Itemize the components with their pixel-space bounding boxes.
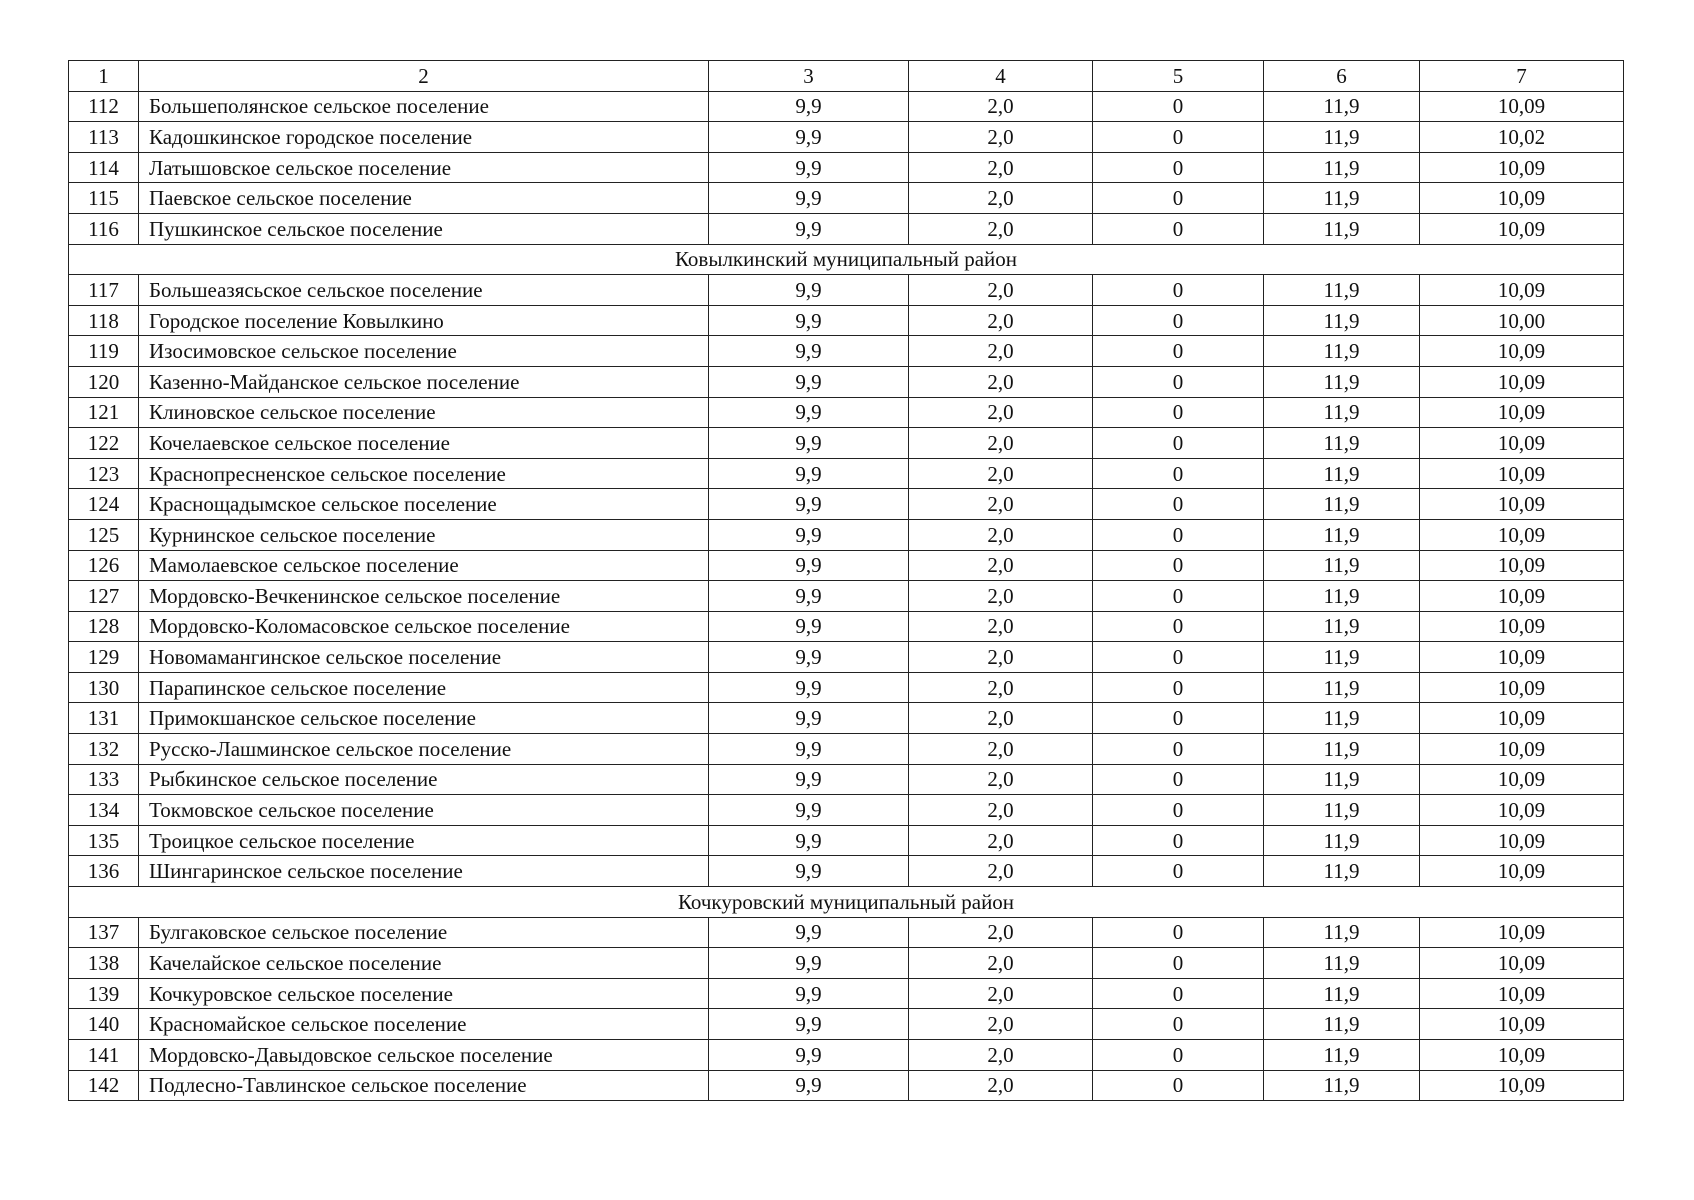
row-number: 123 — [69, 458, 139, 489]
row-number: 130 — [69, 672, 139, 703]
value-col-7: 10,09 — [1420, 672, 1624, 703]
value-col-7: 10,09 — [1420, 336, 1624, 367]
value-col-3: 9,9 — [709, 519, 909, 550]
value-col-7: 10,09 — [1420, 703, 1624, 734]
row-number: 140 — [69, 1009, 139, 1040]
value-col-5: 0 — [1093, 642, 1264, 673]
row-number: 114 — [69, 152, 139, 183]
row-number: 128 — [69, 611, 139, 642]
value-col-3: 9,9 — [709, 795, 909, 826]
settlement-name: Большеполянское сельское поселение — [139, 91, 709, 122]
value-col-4: 2,0 — [909, 550, 1093, 581]
table-row — [69, 1070, 1624, 1101]
value-col-5: 0 — [1093, 428, 1264, 459]
table-row — [69, 397, 1624, 428]
value-col-7: 10,09 — [1420, 825, 1624, 856]
value-col-6: 11,9 — [1264, 397, 1420, 428]
value-col-3: 9,9 — [709, 550, 909, 581]
value-col-3: 9,9 — [709, 91, 909, 122]
row-number: 141 — [69, 1040, 139, 1071]
value-col-4: 2,0 — [909, 856, 1093, 887]
settlement-name: Краснопресненское сельское поселение — [139, 458, 709, 489]
value-col-3: 9,9 — [709, 213, 909, 244]
value-col-6: 11,9 — [1264, 611, 1420, 642]
settlement-name: Городское поселение Ковылкино — [139, 305, 709, 336]
value-col-7: 10,09 — [1420, 1009, 1624, 1040]
value-col-7: 10,09 — [1420, 183, 1624, 214]
column-number-3: 3 — [709, 61, 909, 92]
row-number: 127 — [69, 581, 139, 612]
value-col-3: 9,9 — [709, 611, 909, 642]
settlement-name: Шингаринское сельское поселение — [139, 856, 709, 887]
value-col-4: 2,0 — [909, 734, 1093, 765]
table-row — [69, 795, 1624, 826]
settlement-name: Кадошкинское городское поселение — [139, 122, 709, 153]
value-col-3: 9,9 — [709, 672, 909, 703]
value-col-4: 2,0 — [909, 917, 1093, 948]
value-col-7: 10,02 — [1420, 122, 1624, 153]
value-col-6: 11,9 — [1264, 489, 1420, 520]
table-row — [69, 672, 1624, 703]
value-col-6: 11,9 — [1264, 642, 1420, 673]
value-col-7: 10,09 — [1420, 428, 1624, 459]
row-number: 112 — [69, 91, 139, 122]
value-col-6: 11,9 — [1264, 91, 1420, 122]
value-col-6: 11,9 — [1264, 550, 1420, 581]
row-number: 120 — [69, 366, 139, 397]
settlement-name: Русско-Лашминское сельское поселение — [139, 734, 709, 765]
value-col-7: 10,09 — [1420, 978, 1624, 1009]
value-col-6: 11,9 — [1264, 856, 1420, 887]
table-body — [69, 61, 1624, 1101]
value-col-5: 0 — [1093, 1040, 1264, 1071]
value-col-5: 0 — [1093, 489, 1264, 520]
value-col-7: 10,09 — [1420, 764, 1624, 795]
row-number: 124 — [69, 489, 139, 520]
value-col-6: 11,9 — [1264, 275, 1420, 306]
value-col-6: 11,9 — [1264, 336, 1420, 367]
table-row — [69, 366, 1624, 397]
row-number: 116 — [69, 213, 139, 244]
row-number: 122 — [69, 428, 139, 459]
settlement-name: Новомамангинское сельское поселение — [139, 642, 709, 673]
value-col-6: 11,9 — [1264, 917, 1420, 948]
value-col-7: 10,09 — [1420, 519, 1624, 550]
column-number-1: 1 — [69, 61, 139, 92]
table-row — [69, 519, 1624, 550]
table-row — [69, 764, 1624, 795]
value-col-3: 9,9 — [709, 1009, 909, 1040]
value-col-6: 11,9 — [1264, 948, 1420, 979]
settlement-name: Клиновское сельское поселение — [139, 397, 709, 428]
value-col-5: 0 — [1093, 856, 1264, 887]
settlement-name: Мордовско-Вечкенинское сельское поселение — [139, 581, 709, 612]
value-col-6: 11,9 — [1264, 305, 1420, 336]
row-number: 139 — [69, 978, 139, 1009]
settlement-name: Примокшанское сельское поселение — [139, 703, 709, 734]
district-title: Кочкуровский муниципальный район — [69, 887, 1624, 918]
value-col-7: 10,09 — [1420, 734, 1624, 765]
value-col-4: 2,0 — [909, 611, 1093, 642]
table-row — [69, 825, 1624, 856]
row-number: 137 — [69, 917, 139, 948]
value-col-3: 9,9 — [709, 734, 909, 765]
row-number: 142 — [69, 1070, 139, 1101]
value-col-5: 0 — [1093, 305, 1264, 336]
settlement-name: Латышовское сельское поселение — [139, 152, 709, 183]
value-col-5: 0 — [1093, 397, 1264, 428]
value-col-5: 0 — [1093, 825, 1264, 856]
value-col-4: 2,0 — [909, 948, 1093, 979]
row-number: 132 — [69, 734, 139, 765]
value-col-7: 10,09 — [1420, 91, 1624, 122]
row-number: 131 — [69, 703, 139, 734]
value-col-6: 11,9 — [1264, 764, 1420, 795]
table-row — [69, 550, 1624, 581]
settlement-name: Булгаковское сельское поселение — [139, 917, 709, 948]
value-col-3: 9,9 — [709, 366, 909, 397]
value-col-7: 10,09 — [1420, 366, 1624, 397]
value-col-4: 2,0 — [909, 428, 1093, 459]
settlement-name: Рыбкинское сельское поселение — [139, 764, 709, 795]
value-col-5: 0 — [1093, 978, 1264, 1009]
row-number: 136 — [69, 856, 139, 887]
value-col-6: 11,9 — [1264, 795, 1420, 826]
district-section-row — [69, 244, 1624, 275]
value-col-4: 2,0 — [909, 213, 1093, 244]
value-col-3: 9,9 — [709, 948, 909, 979]
settlement-name: Подлесно-Тавлинское сельское поселение — [139, 1070, 709, 1101]
value-col-4: 2,0 — [909, 397, 1093, 428]
district-section-row — [69, 887, 1624, 918]
value-col-5: 0 — [1093, 519, 1264, 550]
value-col-7: 10,09 — [1420, 458, 1624, 489]
table-row — [69, 305, 1624, 336]
settlement-name: Мордовско-Коломасовское сельское поселение — [139, 611, 709, 642]
table-row — [69, 703, 1624, 734]
value-col-3: 9,9 — [709, 917, 909, 948]
value-col-6: 11,9 — [1264, 213, 1420, 244]
value-col-5: 0 — [1093, 275, 1264, 306]
value-col-3: 9,9 — [709, 581, 909, 612]
settlement-name: Курнинское сельское поселение — [139, 519, 709, 550]
settlement-name: Казенно-Майданское сельское поселение — [139, 366, 709, 397]
settlement-name: Кочелаевское сельское поселение — [139, 428, 709, 459]
table-row — [69, 978, 1624, 1009]
value-col-6: 11,9 — [1264, 428, 1420, 459]
table-row — [69, 917, 1624, 948]
value-col-6: 11,9 — [1264, 978, 1420, 1009]
value-col-4: 2,0 — [909, 1040, 1093, 1071]
value-col-5: 0 — [1093, 91, 1264, 122]
row-number: 126 — [69, 550, 139, 581]
value-col-7: 10,09 — [1420, 213, 1624, 244]
value-col-5: 0 — [1093, 458, 1264, 489]
value-col-6: 11,9 — [1264, 734, 1420, 765]
value-col-3: 9,9 — [709, 275, 909, 306]
value-col-5: 0 — [1093, 550, 1264, 581]
value-col-4: 2,0 — [909, 366, 1093, 397]
value-col-7: 10,09 — [1420, 611, 1624, 642]
table-row — [69, 489, 1624, 520]
column-number-5: 5 — [1093, 61, 1264, 92]
table-row — [69, 1009, 1624, 1040]
value-col-3: 9,9 — [709, 978, 909, 1009]
settlement-name: Большеазясьское сельское поселение — [139, 275, 709, 306]
table-row — [69, 734, 1624, 765]
value-col-4: 2,0 — [909, 1009, 1093, 1040]
value-col-4: 2,0 — [909, 642, 1093, 673]
value-col-6: 11,9 — [1264, 366, 1420, 397]
value-col-7: 10,09 — [1420, 917, 1624, 948]
row-number: 118 — [69, 305, 139, 336]
value-col-4: 2,0 — [909, 581, 1093, 612]
settlements-table — [68, 60, 1624, 1101]
column-number-7: 7 — [1420, 61, 1624, 92]
settlement-name: Изосимовское сельское поселение — [139, 336, 709, 367]
column-number-row — [69, 61, 1624, 92]
value-col-6: 11,9 — [1264, 703, 1420, 734]
value-col-6: 11,9 — [1264, 152, 1420, 183]
value-col-4: 2,0 — [909, 152, 1093, 183]
value-col-5: 0 — [1093, 336, 1264, 367]
value-col-4: 2,0 — [909, 122, 1093, 153]
value-col-4: 2,0 — [909, 91, 1093, 122]
column-number-6: 6 — [1264, 61, 1420, 92]
value-col-6: 11,9 — [1264, 122, 1420, 153]
value-col-3: 9,9 — [709, 825, 909, 856]
column-number-2: 2 — [139, 61, 709, 92]
table-row — [69, 948, 1624, 979]
district-title: Ковылкинский муниципальный район — [69, 244, 1624, 275]
settlement-name: Паевское сельское поселение — [139, 183, 709, 214]
value-col-7: 10,09 — [1420, 948, 1624, 979]
row-number: 125 — [69, 519, 139, 550]
value-col-4: 2,0 — [909, 703, 1093, 734]
value-col-5: 0 — [1093, 122, 1264, 153]
value-col-3: 9,9 — [709, 642, 909, 673]
value-col-7: 10,09 — [1420, 642, 1624, 673]
value-col-4: 2,0 — [909, 825, 1093, 856]
value-col-6: 11,9 — [1264, 519, 1420, 550]
settlement-name: Мамолаевское сельское поселение — [139, 550, 709, 581]
table-row — [69, 642, 1624, 673]
row-number: 113 — [69, 122, 139, 153]
value-col-3: 9,9 — [709, 336, 909, 367]
table-row — [69, 213, 1624, 244]
row-number: 134 — [69, 795, 139, 826]
value-col-6: 11,9 — [1264, 825, 1420, 856]
value-col-4: 2,0 — [909, 519, 1093, 550]
value-col-5: 0 — [1093, 948, 1264, 979]
value-col-4: 2,0 — [909, 978, 1093, 1009]
table-row — [69, 581, 1624, 612]
value-col-6: 11,9 — [1264, 672, 1420, 703]
value-col-5: 0 — [1093, 764, 1264, 795]
table-row — [69, 336, 1624, 367]
settlement-name: Кочкуровское сельское поселение — [139, 978, 709, 1009]
row-number: 119 — [69, 336, 139, 367]
row-number: 135 — [69, 825, 139, 856]
value-col-3: 9,9 — [709, 489, 909, 520]
value-col-4: 2,0 — [909, 1070, 1093, 1101]
value-col-3: 9,9 — [709, 122, 909, 153]
value-col-3: 9,9 — [709, 856, 909, 887]
table-row — [69, 122, 1624, 153]
row-number: 121 — [69, 397, 139, 428]
row-number: 138 — [69, 948, 139, 979]
value-col-7: 10,09 — [1420, 856, 1624, 887]
value-col-7: 10,09 — [1420, 795, 1624, 826]
table-row — [69, 275, 1624, 306]
value-col-3: 9,9 — [709, 703, 909, 734]
value-col-7: 10,09 — [1420, 1070, 1624, 1101]
value-col-3: 9,9 — [709, 152, 909, 183]
value-col-3: 9,9 — [709, 1040, 909, 1071]
value-col-5: 0 — [1093, 1070, 1264, 1101]
value-col-4: 2,0 — [909, 336, 1093, 367]
value-col-7: 10,09 — [1420, 275, 1624, 306]
value-col-4: 2,0 — [909, 458, 1093, 489]
value-col-3: 9,9 — [709, 458, 909, 489]
value-col-7: 10,09 — [1420, 550, 1624, 581]
settlement-name: Парапинское сельское поселение — [139, 672, 709, 703]
value-col-7: 10,00 — [1420, 305, 1624, 336]
settlement-name: Красномайское сельское поселение — [139, 1009, 709, 1040]
value-col-7: 10,09 — [1420, 1040, 1624, 1071]
value-col-5: 0 — [1093, 672, 1264, 703]
value-col-4: 2,0 — [909, 183, 1093, 214]
value-col-4: 2,0 — [909, 764, 1093, 795]
settlement-name: Мордовско-Давыдовское сельское поселение — [139, 1040, 709, 1071]
table-row — [69, 458, 1624, 489]
value-col-3: 9,9 — [709, 764, 909, 795]
value-col-5: 0 — [1093, 917, 1264, 948]
value-col-5: 0 — [1093, 734, 1264, 765]
column-number-4: 4 — [909, 61, 1093, 92]
settlement-name: Токмовское сельское поселение — [139, 795, 709, 826]
value-col-3: 9,9 — [709, 397, 909, 428]
settlement-name: Троицкое сельское поселение — [139, 825, 709, 856]
table-row — [69, 856, 1624, 887]
value-col-5: 0 — [1093, 581, 1264, 612]
value-col-5: 0 — [1093, 611, 1264, 642]
value-col-5: 0 — [1093, 213, 1264, 244]
table-row — [69, 428, 1624, 459]
value-col-3: 9,9 — [709, 305, 909, 336]
settlement-name: Качелайское сельское поселение — [139, 948, 709, 979]
value-col-5: 0 — [1093, 1009, 1264, 1040]
value-col-4: 2,0 — [909, 795, 1093, 826]
table-row — [69, 91, 1624, 122]
value-col-3: 9,9 — [709, 428, 909, 459]
value-col-6: 11,9 — [1264, 183, 1420, 214]
value-col-5: 0 — [1093, 366, 1264, 397]
value-col-6: 11,9 — [1264, 581, 1420, 612]
table-row — [69, 183, 1624, 214]
value-col-6: 11,9 — [1264, 458, 1420, 489]
value-col-4: 2,0 — [909, 489, 1093, 520]
value-col-5: 0 — [1093, 795, 1264, 826]
value-col-5: 0 — [1093, 152, 1264, 183]
value-col-7: 10,09 — [1420, 581, 1624, 612]
row-number: 117 — [69, 275, 139, 306]
table-row — [69, 611, 1624, 642]
row-number: 129 — [69, 642, 139, 673]
value-col-4: 2,0 — [909, 672, 1093, 703]
row-number: 115 — [69, 183, 139, 214]
settlement-name: Краснощадымское сельское поселение — [139, 489, 709, 520]
table-row — [69, 152, 1624, 183]
value-col-4: 2,0 — [909, 305, 1093, 336]
value-col-4: 2,0 — [909, 275, 1093, 306]
value-col-6: 11,9 — [1264, 1009, 1420, 1040]
value-col-7: 10,09 — [1420, 152, 1624, 183]
value-col-6: 11,9 — [1264, 1070, 1420, 1101]
value-col-5: 0 — [1093, 183, 1264, 214]
value-col-7: 10,09 — [1420, 397, 1624, 428]
table-row — [69, 1040, 1624, 1071]
value-col-3: 9,9 — [709, 1070, 909, 1101]
value-col-6: 11,9 — [1264, 1040, 1420, 1071]
value-col-7: 10,09 — [1420, 489, 1624, 520]
settlement-name: Пушкинское сельское поселение — [139, 213, 709, 244]
value-col-5: 0 — [1093, 703, 1264, 734]
value-col-3: 9,9 — [709, 183, 909, 214]
row-number: 133 — [69, 764, 139, 795]
